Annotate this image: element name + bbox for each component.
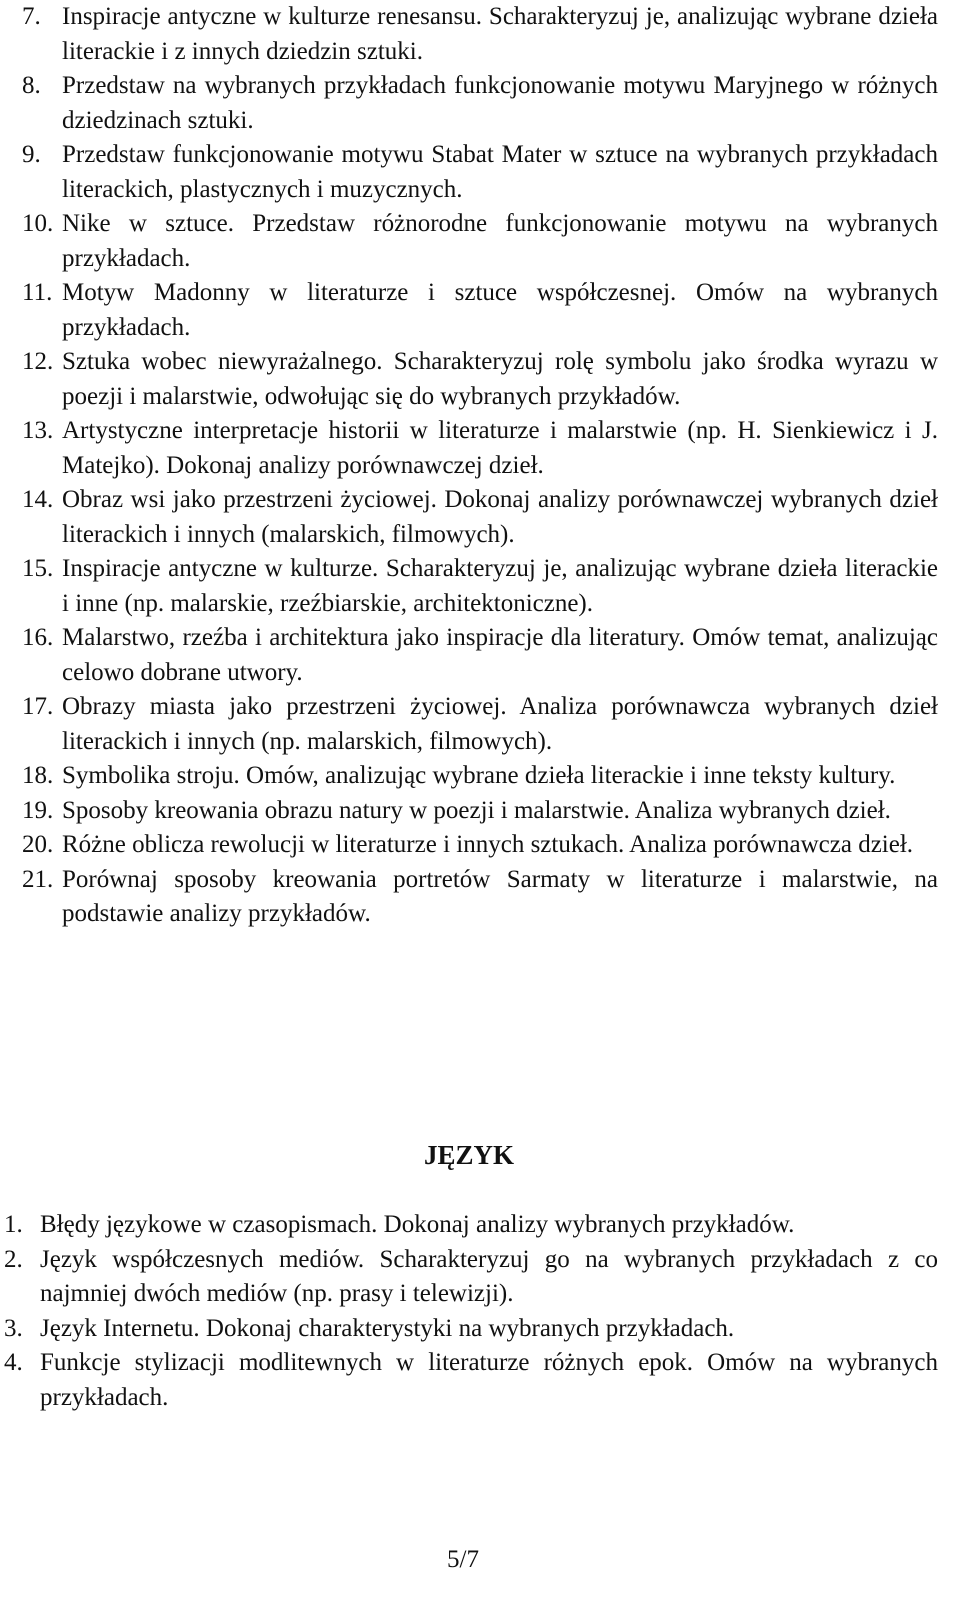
item-text: Inspiracje antyczne w kulturze. Scharakteryzuj je, analizując wybrane dzieła literackie i inne (np. malarskie, rzeźbiarskie, architektoniczne). [62, 555, 938, 617]
item-text: Motyw Madonny w literaturze i sztuce współczesnej. Omów na wybranych przykładach. [62, 279, 938, 341]
list-item [0, 1346, 938, 1415]
item-text: Różne oblicza rewolucji w literaturze i innych sztukach. Analiza porównawcza dzieł. [62, 831, 914, 858]
item-text: Przedstaw funkcjonowanie motywu Stabat Mater w sztuce na wybranych przykładach literackich, plastycznych i muzycznych. [62, 141, 938, 203]
item-number: 2. [4, 1245, 23, 1273]
item-text: Język Internetu. Dokonaj charakterystyki na wybranych przykładach. [40, 1314, 735, 1342]
item-text: Obrazy miasta jako przestrzeni życiowej. Analiza porównawcza wybranych dzieł literackich i innych (np. malarskich, filmowych). [62, 693, 938, 755]
list-item [22, 414, 938, 483]
list-item [22, 759, 938, 794]
item-number: 1. [4, 1211, 23, 1238]
item-number: 10. [22, 210, 54, 237]
list-item [22, 863, 938, 932]
item-text: Obraz wsi jako przestrzeni życiowej. Dokonaj analizy porównawczej wybranych dzieł literackich i innych (malarskich, filmowych). [62, 486, 938, 548]
list-item [22, 138, 938, 207]
item-number: 3. [4, 1314, 23, 1342]
item-text: Błędy językowe w czasopismach. Dokonaj analizy wybranych przykładów. [40, 1211, 795, 1238]
item-number: 4. [4, 1349, 23, 1376]
list-item [22, 828, 938, 863]
item-number: 16. [22, 624, 54, 651]
item-number: 14. [22, 486, 54, 513]
list-item [22, 483, 938, 552]
item-number: 12. [22, 348, 54, 375]
list-item [22, 552, 938, 621]
list-item [22, 0, 938, 69]
item-number: 9. [22, 141, 41, 168]
item-text: Porównaj sposoby kreowania portretów Sarmaty w literaturze i malarstwie, na podstawie analizy przykładów. [62, 865, 938, 927]
item-number: 11. [22, 279, 53, 306]
topic-list-language [0, 1208, 938, 1415]
list-item [0, 1243, 938, 1312]
list-item [22, 276, 938, 345]
list-item [22, 621, 938, 690]
item-text: Inspiracje antyczne w kulturze renesansu. Scharakteryzuj je, analizując wybrane dzieła literackie i z innych dziedzin sztuki. [62, 3, 938, 65]
list-item [22, 794, 938, 829]
item-text: Język współczesnych mediów. Scharakteryzuj go na wybranych przykładach z co najmniej dwóch mediów (np. prasy i telewizji). [40, 1245, 938, 1307]
page-number: 5/7 [447, 1546, 479, 1573]
item-text: Funkcje stylizacji modlitewnych w literaturze różnych epok. Omów na wybranych przykładach. [40, 1349, 938, 1411]
list-item [22, 207, 938, 276]
section-heading: JĘZYK [423, 1140, 515, 1170]
item-number: 20. [22, 831, 54, 858]
item-text: Symbolika stroju. Omów, analizując wybrane dzieła literackie i inne teksty kultury. [62, 762, 896, 789]
item-text: Sztuka wobec niewyrażalnego. Scharakteryzuj rolę symbolu jako środka wyrazu w poezji i malarstwie, odwołując się do wybranych przykładów. [62, 348, 938, 410]
item-text: Malarstwo, rzeźba i architektura jako inspiracje dla literatury. Omów temat, analizując celowo dobrane utwory. [62, 624, 938, 686]
list-item [0, 1312, 938, 1347]
item-number: 15. [22, 555, 54, 582]
item-text: Przedstaw na wybranych przykładach funkcjonowanie motywu Maryjnego w różnych dziedzinach sztuki. [62, 72, 938, 134]
item-number: 7. [22, 3, 41, 30]
list-item [22, 345, 938, 414]
item-number: 19. [22, 796, 54, 824]
list-item [22, 69, 938, 138]
item-number: 21. [22, 865, 54, 893]
item-text: Artystyczne interpretacje historii w literaturze i malarstwie (np. H. Sienkiewicz i J. Matejko). Dokonaj analizy porównawczej dzieł. [62, 417, 938, 479]
item-number: 13. [22, 417, 54, 444]
item-number: 18. [22, 762, 54, 789]
list-item [22, 690, 938, 759]
list-item [0, 1208, 938, 1243]
item-text: Sposoby kreowania obrazu natury w poezji i malarstwie. Analiza wybranych dzieł. [62, 796, 891, 824]
item-number: 8. [22, 72, 41, 99]
item-number: 17. [22, 693, 54, 720]
topic-list-literature [22, 0, 938, 932]
item-text: Nike w sztuce. Przedstaw różnorodne funkcjonowanie motywu na wybranych przykładach. [62, 210, 938, 272]
